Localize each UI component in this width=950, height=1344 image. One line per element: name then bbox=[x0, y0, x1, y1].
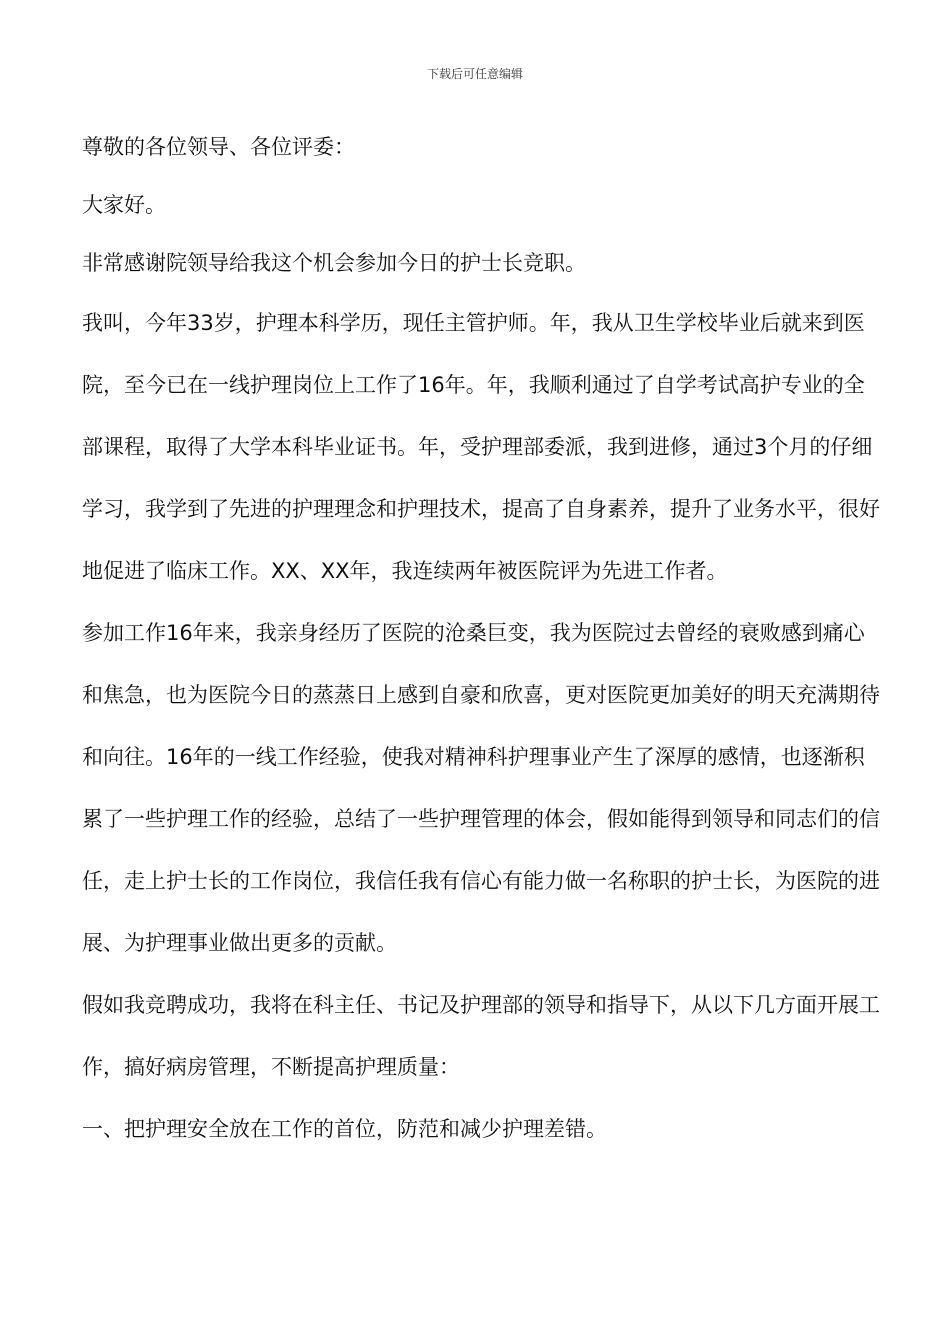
document-body bbox=[82, 118, 882, 1160]
paragraph-item-1: 一、把护理安全放在工作的首位，防范和减少护理差错。 bbox=[82, 1117, 607, 1141]
salutation: 尊敬的各位领导、各位评委： bbox=[82, 135, 355, 159]
greeting: 大家好。 bbox=[82, 193, 166, 217]
paragraph-thanks: 非常感谢院领导给我这个机会参加今日的护士长竞职。 bbox=[82, 251, 586, 275]
paragraph-plan: 假如我竞聘成功，我将在科主任、书记及护理部的领导和指导下，从以下几方面开展工作，搞好病房管理，不断提高护理质量： bbox=[82, 993, 880, 1079]
page-header: 下载后可任意编辑 bbox=[426, 67, 523, 81]
paragraph-experience: 参加工作16年来，我亲身经历了医院的沧桑巨变，我为医院过去曾经的衰败感到痛心和焦急，也为医院今日的蒸蒸日上感到自豪和欣喜，更对医院更加美好的明天充满期待和向往。16年的一线工作经验，使我对精神科护理事业产生了深厚的感情，也逐渐积累了一些护理工作的经验，总结了一些护理管理的体会，假如能得到领导和同志们的信任，走上护士长的工作岗位，我信任我有信心有能力做一名称职的护士长，为医院的进展、为护理事业做出更多的贡献。 bbox=[82, 621, 880, 955]
paragraph-introduction: 我叫，今年33岁，护理本科学历，现任主管护师。年，我从卫生学校毕业后就来到医院，至今已在一线护理岗位上工作了16年。年，我顺利通过了自学考试高护专业的全部课程，取得了大学本科毕业证书。年，受护理部委派，我到进修，通过3个月的仔细学习，我学到了先进的护理理念和护理技术，提高了自身素养，提升了业务水平，很好地促进了临床工作。XX、XX年，我连续两年被医院评为先进工作者。 bbox=[82, 311, 880, 583]
